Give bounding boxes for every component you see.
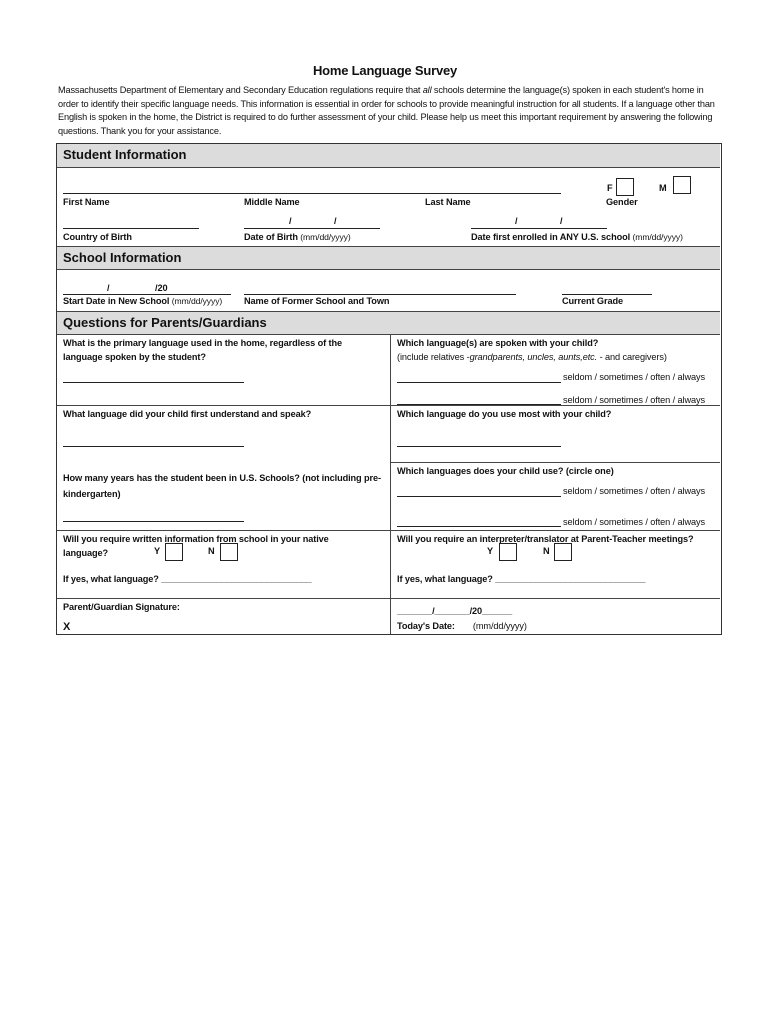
dob-label bbox=[244, 232, 351, 242]
country-of-birth-label: Country of Birth bbox=[63, 232, 132, 242]
row-divider-2-right bbox=[390, 462, 720, 463]
dob-format: (mm/dd/yyyy) bbox=[300, 232, 351, 242]
questions-header: Questions for Parents/Guardians bbox=[57, 311, 720, 335]
page-title: Home Language Survey bbox=[312, 63, 458, 78]
written-no-label: N bbox=[208, 546, 215, 556]
last-name-label: Last Name bbox=[425, 197, 471, 207]
dob-label-text: Date of Birth bbox=[244, 232, 298, 242]
enrolled-date-line[interactable] bbox=[471, 228, 607, 229]
intro-part1: Massachusetts Department of Elementary and Secondary Education regulations require that bbox=[58, 85, 423, 95]
first-language-line[interactable] bbox=[63, 446, 244, 447]
enrolled-format: (mm/dd/yyyy) bbox=[632, 232, 683, 242]
q-languages-spoken: Which language(s) are spoken with your child? bbox=[397, 338, 599, 348]
name-line[interactable] bbox=[63, 193, 561, 194]
country-of-birth-line[interactable] bbox=[63, 228, 199, 229]
dob-line[interactable] bbox=[244, 228, 380, 229]
interpreter-yes-label: Y bbox=[487, 546, 494, 556]
female-label: F bbox=[607, 183, 613, 193]
row-divider-1 bbox=[57, 405, 720, 406]
current-grade-line[interactable] bbox=[562, 294, 652, 295]
q-first-language: What language did your child first understand and speak? bbox=[63, 409, 312, 419]
q-languages-spoken-note bbox=[397, 350, 717, 364]
dob-slash-2: / bbox=[334, 216, 337, 226]
q-written-information: Will you require written information from school in your native language? bbox=[63, 534, 329, 558]
school-info-header: School Information bbox=[57, 246, 720, 270]
frequency-options-1[interactable]: seldom / sometimes / often / always bbox=[563, 372, 706, 382]
frequency-options-4[interactable]: seldom / sometimes / often / always bbox=[563, 517, 706, 527]
start-date-format: (mm/dd/yyyy) bbox=[171, 296, 223, 306]
student-info-header: Student Information bbox=[57, 144, 720, 168]
today-date-format: (mm/dd/yyyy) bbox=[472, 621, 527, 631]
intro-part2: schools determine the language(s) spoken in each student's home in order to identify their specific language needs. This information is essential in order for schools to provide meaningful instruction for all students. If a language other than English is spoken in the home, the District is required to do further assessment of your child. Please help us meet this important requirement by answering the following questions. Thank you for your assistance. bbox=[58, 85, 715, 136]
q-primary-language: What is the primary language used in the home, regardless of the language spoken by the student? bbox=[63, 338, 342, 362]
signature-x[interactable]: X bbox=[63, 621, 71, 633]
interpreter-no-checkbox[interactable] bbox=[554, 543, 572, 561]
start-date-label bbox=[63, 296, 222, 306]
start-date-year-prefix: /20 bbox=[155, 283, 168, 293]
female-checkbox[interactable] bbox=[616, 178, 634, 196]
today-label-text: Today's Date: bbox=[397, 621, 455, 631]
start-date-label-text: Start Date in New School bbox=[63, 296, 170, 306]
signature-label: Parent/Guardian Signature: bbox=[63, 602, 180, 612]
gender-label: Gender bbox=[606, 197, 638, 207]
row-divider-4 bbox=[57, 598, 720, 599]
spoken-language-line-1[interactable] bbox=[397, 382, 561, 383]
start-date-slash: / bbox=[107, 283, 110, 293]
enrolled-label-text: Date first enrolled in ANY U.S. school bbox=[471, 232, 631, 242]
enrolled-label bbox=[471, 232, 683, 242]
primary-language-line[interactable] bbox=[63, 382, 244, 383]
q-languages-child-uses: Which languages does your child use? (circle one) bbox=[397, 466, 614, 476]
frequency-options-3[interactable]: seldom / sometimes / often / always bbox=[563, 486, 706, 496]
child-language-line-2[interactable] bbox=[397, 526, 561, 527]
survey-form bbox=[56, 143, 722, 635]
today-date-label bbox=[397, 619, 527, 633]
start-date-line[interactable] bbox=[63, 294, 231, 295]
q-years-in-us-schools: How many years has the student been in U.S. Schools? (not including pre-kindergarten) bbox=[63, 473, 381, 499]
note-part-c: - and caregivers) bbox=[597, 352, 667, 362]
note-part-b: grandparents, uncles, aunts,etc. bbox=[469, 352, 598, 362]
intro-emphasis: all bbox=[422, 85, 432, 95]
written-yes-checkbox[interactable] bbox=[165, 543, 183, 561]
interpreter-no-label: N bbox=[543, 546, 550, 556]
frequency-options-2[interactable]: seldom / sometimes / often / always bbox=[563, 395, 706, 405]
dob-slash-1: / bbox=[289, 216, 292, 226]
enrolled-slash-1: / bbox=[515, 216, 518, 226]
written-no-checkbox[interactable] bbox=[220, 543, 238, 561]
q-interpreter: Will you require an interpreter/translator at Parent-Teacher meetings? bbox=[397, 534, 694, 544]
male-checkbox[interactable] bbox=[673, 176, 691, 194]
middle-name-label: Middle Name bbox=[244, 197, 300, 207]
column-divider bbox=[390, 334, 391, 634]
language-most-used-line[interactable] bbox=[397, 446, 561, 447]
enrolled-slash-2: / bbox=[560, 216, 563, 226]
today-date-line[interactable]: _______/_______/20______ bbox=[397, 606, 513, 616]
row-divider-3 bbox=[57, 530, 720, 531]
male-label: M bbox=[659, 183, 667, 193]
note-part-a: (include relatives - bbox=[397, 352, 470, 362]
former-school-label: Name of Former School and Town bbox=[244, 296, 390, 306]
first-name-label: First Name bbox=[63, 197, 110, 207]
years-in-us-line[interactable] bbox=[63, 521, 244, 522]
interpreter-if-yes-language[interactable]: If yes, what language? ______________________________ bbox=[397, 574, 646, 584]
intro-paragraph bbox=[58, 84, 723, 138]
child-language-line-1[interactable] bbox=[397, 496, 561, 497]
interpreter-yes-checkbox[interactable] bbox=[499, 543, 517, 561]
current-grade-label: Current Grade bbox=[562, 296, 623, 306]
former-school-line[interactable] bbox=[244, 294, 516, 295]
written-if-yes-language[interactable]: If yes, what language? ______________________________ bbox=[63, 574, 312, 584]
written-yes-label: Y bbox=[154, 546, 161, 556]
q-language-most-used: Which language do you use most with your child? bbox=[397, 409, 612, 419]
